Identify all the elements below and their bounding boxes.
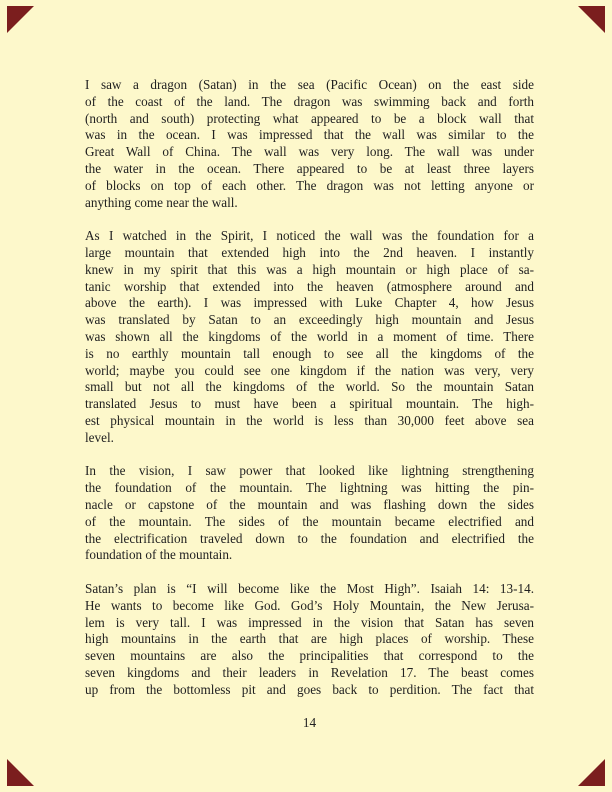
text-line: translated Jesus to must have been a spiritual mountain. The high- <box>85 396 534 412</box>
text-line: I saw a dragon (Satan) in the sea (Pacific Ocean) on the east side <box>85 77 534 92</box>
text-line: He wants to become like God. God’s Holy Mountain, the New Jerusa- <box>85 597 534 613</box>
text-line: Satan’s plan is “I will become like the Most High”. Isaiah 14: 13-14. <box>85 580 534 596</box>
text-line: up from the bottomless pit and goes back to perdition. The fact that <box>85 681 534 697</box>
text-line: knew in my spirit that this was a high mountain or high place of sa- <box>85 261 534 277</box>
text-line: foundation of the mountain. <box>85 547 233 563</box>
text-line: high mountains in the earth that are high places of worship. These <box>85 631 534 647</box>
text-line: large mountain that extended high into the 2nd heaven. I instantly <box>85 244 534 260</box>
corner-decoration-bottom-right <box>578 759 605 786</box>
text-line: lem is very tall. I was impressed in the vision that Satan has seven <box>85 614 534 630</box>
corner-decoration-top-left <box>7 6 34 33</box>
text-line: above the earth). I was impressed with Luke Chapter 4, how Jesus <box>85 295 534 311</box>
text-line: est physical mountain in the world is less than 30,000 feet above sea <box>85 412 534 428</box>
text-line: of the mountain. The sides of the mountain became electrified and <box>85 513 534 529</box>
text-line: nacle or capstone of the mountain and was flashing down the sides <box>85 496 534 512</box>
text-line: the electrification traveled down to the foundation and electrified the <box>85 530 534 546</box>
text-line: In the vision, I saw power that looked like lightning strengthening <box>85 463 534 479</box>
text-line: (north and south) protecting what appeared to be a block wall that <box>85 110 534 126</box>
corner-decoration-top-right <box>578 6 605 33</box>
text-line: of blocks on top of each other. The dragon was not letting anyone or <box>85 177 534 193</box>
page-number: 14 <box>302 715 317 730</box>
text-line: is no earthly mountain tall enough to see all the kingdoms of the <box>85 345 534 361</box>
text-line: As I watched in the Spirit, I noticed the wall was the foundation for a <box>85 228 534 244</box>
paragraph <box>85 581 534 699</box>
text-line: was shown all the kingdoms of the world in a moment of time. There <box>85 328 534 344</box>
paragraph <box>85 77 534 211</box>
text-line: tanic worship that extended into the heaven (atmosphere around and <box>85 278 534 294</box>
text-line: level. <box>85 429 114 445</box>
text-line: seven kingdoms and their leaders in Revelation 17. The beast comes <box>85 664 534 680</box>
corner-decoration-bottom-left <box>7 759 34 786</box>
text-block <box>85 77 534 698</box>
text-line: anything come near the wall. <box>85 194 238 210</box>
text-line: was translated by Satan to an exceedingly high mountain and Jesus <box>85 312 534 328</box>
text-line: the water in the ocean. There appeared to be at least three layers <box>85 160 534 176</box>
text-line: the foundation of the mountain. The lightning was hitting the pin- <box>85 480 534 496</box>
text-line: seven mountains are also the principalities that correspond to the <box>85 648 534 664</box>
paragraph <box>85 463 534 564</box>
paragraph <box>85 228 534 446</box>
text-line: Great Wall of China. The wall was very long. The wall was under <box>85 144 534 160</box>
text-line: was in the ocean. I was impressed that the wall was similar to the <box>85 127 534 143</box>
text-line: of the coast of the land. The dragon was swimming back and forth <box>85 93 534 109</box>
text-line: world; maybe you could see one kingdom if the nation was very, very <box>85 362 534 378</box>
text-line: small but not all the kingdoms of the world. So the mountain Satan <box>85 379 534 395</box>
